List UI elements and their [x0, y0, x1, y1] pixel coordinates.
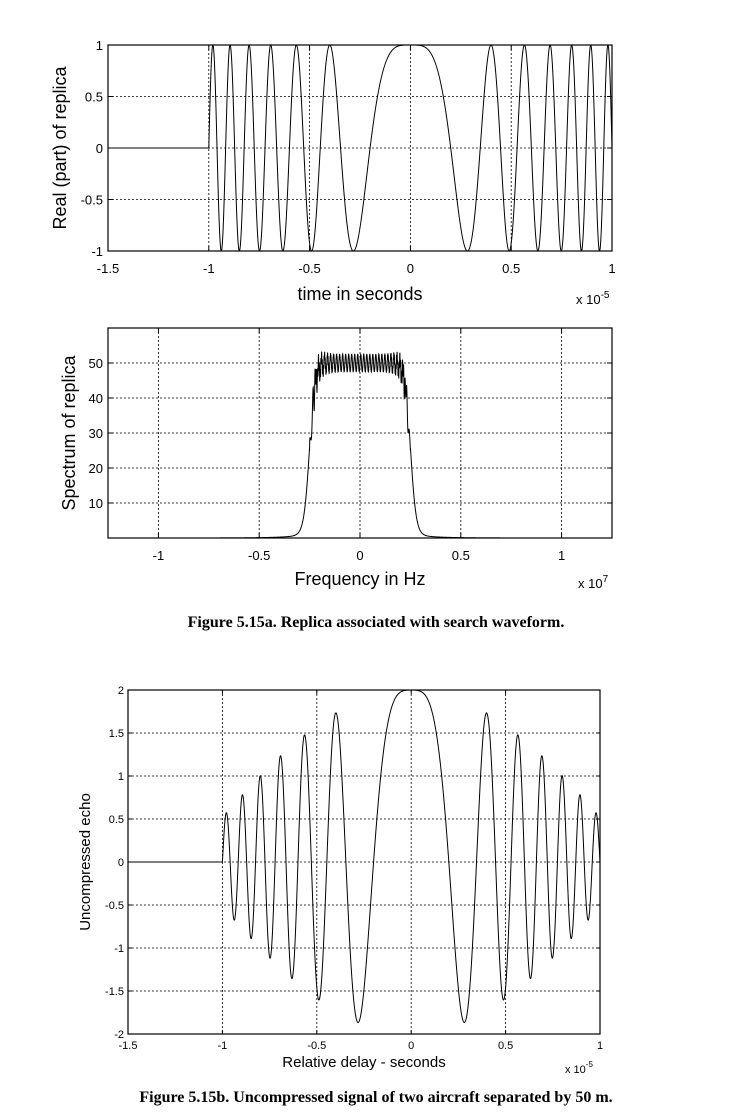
y-axis-label: Real (part) of replica — [50, 66, 70, 230]
y-tick-label: 0 — [117, 857, 124, 869]
x-tick-label: -1 — [203, 261, 215, 276]
y-tick-label: 50 — [88, 356, 103, 371]
y-tick-label: 1 — [95, 38, 103, 53]
y-tick-label: 0.5 — [84, 89, 103, 105]
x-scale-exponent: -5 — [600, 290, 610, 301]
y-tick-label: -2 — [114, 1029, 124, 1041]
y-tick-label: 0 — [95, 141, 103, 156]
y-axis-label: Uncompressed echo — [77, 793, 94, 931]
x-tick-label: -1.5 — [96, 261, 120, 276]
x-tick-label: 0.5 — [502, 261, 521, 276]
x-tick-label: -0.5 — [247, 548, 271, 563]
y-tick-label: -0.5 — [80, 192, 103, 208]
series-line-echo — [128, 690, 600, 1022]
y-tick-label: 2 — [117, 685, 124, 697]
x-tick-label: -1.5 — [118, 1040, 138, 1052]
x-tick-label: 0 — [408, 1040, 415, 1052]
y-tick-label: 20 — [88, 461, 103, 476]
x-tick-label: -0.5 — [298, 261, 321, 276]
y-tick-label: 40 — [88, 391, 103, 406]
x-tick-label: 0 — [356, 548, 364, 563]
y-tick-label: -1 — [91, 244, 103, 259]
x-tick-label: -1 — [152, 548, 165, 563]
x-axis-label: Frequency in Hz — [294, 569, 426, 589]
y-tick-label: 1.5 — [108, 728, 124, 740]
figure-caption-b: Figure 5.15b. Uncompressed signal of two aircraft separated by 50 m. — [139, 1089, 613, 1106]
x-tick-label: -0.5 — [307, 1040, 327, 1052]
y-tick-label: -1.5 — [105, 986, 124, 998]
x-tick-label: 0 — [406, 261, 415, 276]
x-tick-label: 1 — [596, 1040, 604, 1052]
x-scale-factor: x $10^{-5}$ — [576, 290, 610, 307]
x-scale-exponent: -5 — [585, 1060, 593, 1069]
y-tick-label: 10 — [88, 496, 103, 511]
figure-caption-a: Figure 5.15a. Replica associated with search waveform. — [187, 614, 565, 631]
x-scale-exponent: 7 — [602, 574, 609, 585]
y-tick-label: -0.5 — [105, 900, 124, 912]
chart-3 — [77, 685, 603, 1076]
x-axis-label: Relative delay - seconds — [282, 1054, 446, 1071]
x-tick-label: 1 — [557, 548, 566, 563]
x-scale-factor: x $10^{-5}$ — [565, 1060, 593, 1076]
x-tick-label: 0.5 — [451, 548, 470, 563]
chart-2 — [59, 328, 612, 591]
chart-1 — [50, 38, 616, 307]
x-scale-factor: x $10^7$ — [578, 574, 609, 591]
x-tick-label: 1 — [608, 261, 616, 276]
y-tick-label: 30 — [88, 426, 103, 441]
y-tick-label: 0.5 — [108, 814, 124, 826]
x-axis-label: time in seconds — [297, 284, 423, 304]
y-tick-label: -1 — [114, 943, 124, 955]
y-axis-label: Spectrum of replica — [59, 355, 79, 511]
x-tick-label: 0.5 — [497, 1040, 514, 1052]
x-tick-label: -1 — [217, 1040, 228, 1052]
y-tick-label: 1 — [117, 771, 124, 783]
